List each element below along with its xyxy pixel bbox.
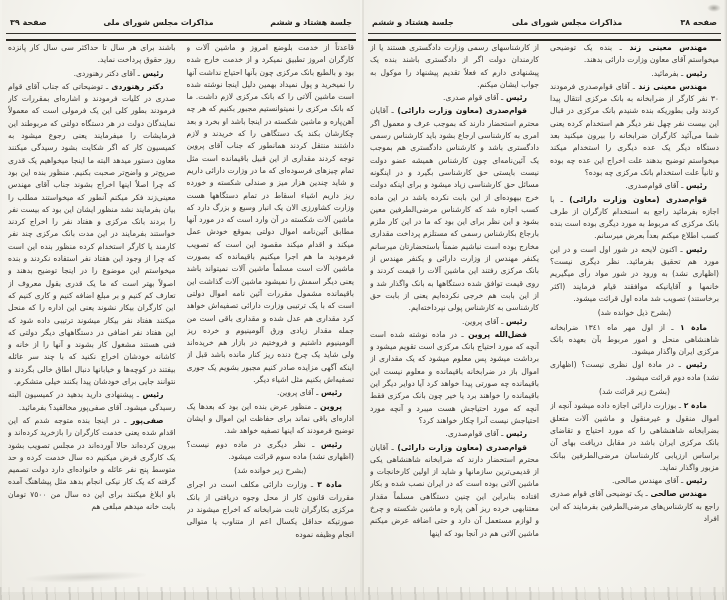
speaker-name: رئیس: [683, 68, 707, 78]
speaker-name: مهندس معینی زند: [621, 43, 707, 52]
continuation-paragraph: باشند برای هر سال تا حداکثر سی سال کار پانزده روز حقوق پرداخت نماید.: [8, 43, 176, 65]
speech-paragraph: فضل‌الله پروین ـ در ماده نوشته شده است آنچه که مورد احتیاج بانک مرکزی است تقویم میشود و برداشت میشود پس معلوم میشود که یک مقداری از اموال باز در ضرابخانه باقیمانده و معلوم نیست این باقیمانده چه صورتی پیدا خواهد کرد آیا دوایر دیگر این باقیمانده را خواهند برد یا خیر چون بانک مرکزی فقط آنچه که مورد احتیاجش هست میبرد و آنچه مورد احتیاجش نیست آنرا چکار خواهند کرد؟: [370, 329, 539, 425]
speech-paragraph: مهندس صالحی ـ یک توضیحی آقای قوام صدری راجع به کارشناس‌های مرضی‌الطرفین بفرمایند که این افراد: [550, 489, 719, 523]
page-gutter: [362, 0, 364, 600]
speaker-name: مادة ٢: [680, 401, 707, 411]
speech-paragraph: رئیس ـ آقای پروین.: [276, 388, 342, 398]
speaker-name: رئیس: [503, 429, 527, 439]
speaker-name: قوام‌صدری (معاون وزارت دارائی): [393, 106, 527, 116]
speaker-name: صفی‌پور: [126, 415, 164, 425]
speech-paragraph: رئیس ـ نظر دیگری در ماده دوم نیست؟ (اظهاری نشد) ماده سوم قرائت میشود.: [186, 439, 354, 461]
page-39: [2, 0, 360, 592]
speech-paragraph: رئیس ـ آقای قوام صدری.: [443, 93, 527, 103]
speaker-name: رئیس: [503, 93, 527, 103]
speaker-name: رئیس: [139, 68, 164, 78]
speech-paragraph: مهندس معینی زند ـ بنده یک توضیحی میخواستم آقای معاون وزارت دارائی بدهند.: [550, 43, 719, 65]
header-rule: [368, 33, 721, 41]
speech-paragraph: رئیس ـ آقای دکتر رهنوردی.: [73, 68, 164, 78]
page-header: [372, 18, 717, 27]
page-title: مذاکرات مجلس شورای ملی: [103, 18, 214, 27]
text-column-right: [550, 42, 719, 588]
speech-paragraph: رئیس ـ بفرمائید.: [651, 68, 707, 78]
page-title: مذاکرات مجلس شورای ملی: [511, 18, 623, 27]
text-columns: [370, 42, 719, 582]
speaker-name: فضل‌الله پروین: [463, 329, 527, 339]
speech-paragraph: پروین ـ منظور عرض بنده این بود که بعدها یک اداره‌ای باقی نماند برای حفاظت این اموال و ایشان توضیح فرمودند که اینها تصفیه خواهد شد.: [186, 401, 354, 436]
text-columns: [8, 42, 354, 582]
speaker-name: رئیس: [314, 439, 342, 449]
speech-paragraph: قوام‌صدری (معاون وزارت دارائی) ـ آقایان محترم استحضار دارند که بموجب عرف و معمول اگر امری به کارشناسی ارجاع بشود باید کارشناس رسمی دادگستری باشد و کارشناس دادگستری هم بموجب یک آئین‌نامه‌ای چون کارشناس همیشه عضو دولت نیست بایستی حق کارشناسی بگیرد و در اینگونه مسائل حق کارشناسی زیاد میشود و برای اینکه دولت خرج بیهوده‌ای از این بابت نکرده باشد در این ماده کسب اجازه شد که کارشناس مرضی‌الطرفین معین بشود و این نظر برای این بود که ما در این کار ملزم بارجاع بکارشناس رسمی که مستلزم پرداخت مقداری مخارج بوده است نباشیم ضمناً باستحضارتان میرسانم یکنفر مهندس از وزارت دارائی و یکنفر مهندس از بانک مرکزی رفتند این ماشین آلات را قیمت کردند و روی قیمت توافق شده دستگاهها به بانک واگذار شد و از این بابت هم خرجی نکرده‌ایم یعنی از بابت حق کارشناسی به کارشناس پولی نپرداخته‌ایم.: [370, 106, 539, 313]
speaker-name: رئیس: [682, 244, 708, 254]
speech-paragraph: رئیس ـ پیشنهادی دارید بدهید در کمیسیون البته رسیدگی میشود. آقای صفی‌پور مخالفید؟ بفرمائید.: [8, 390, 176, 412]
speaker-name: رئیس: [683, 476, 707, 486]
speech-paragraph: مادة ١ ـ از اول مهر ماه ١٣٤١ ضرابخانه شاهنشاهی منحل و امور مربوط بآن بعهده بانک مرکزی ایران واگذار میشود.: [550, 322, 719, 357]
session-label: جلسة هشتاد و ششم: [372, 18, 454, 27]
speaker-name: رئیس: [138, 390, 164, 400]
speech-paragraph: مادة ٣ ـ وزارت دارائی مکلف است در اجرای مقررات قانون کار از محل وجوه دریافتی از بانک مرکزی بکارگران ثابت ضرابخانه که اخراج میشوند در صورتیکه حداقل یکسال اعم از متناوب یا متوالی انجام وظیفه نموده: [186, 480, 354, 539]
speech-paragraph: مهندس معینی زند ـ آقای قوام‌صدری فرمودند ٣٠ نفر کارگر از ضرابخانه به بانک مرکزی انتقال پیدا کردند ولی بطوریکه بنده شنیدم بانک مرکزی در قبال این بیست نفر چهل نفر دیگر هم استخدام کرده یعنی شما می‌آئید کارگران ضرابخانه را بیرون میکنید بعد دستگاه دیگر یک عده دیگری را استخدام میکند میخواستم توضیح بدهند علت اخراج این عده چه بوده و ثانیاً علت استخدام بانک مرکزی چه بوده؟: [550, 81, 719, 177]
speaker-name: رئیس: [680, 360, 707, 370]
stage-direction: (بشرح زیر قرائت شد): [599, 387, 670, 397]
speaker-name: رئیس: [683, 181, 707, 191]
speech-paragraph: رئیس ـ اکنون لایحه در شور اول است و در این مورد هم تحقیق بفرمائید. نظر دیگری نیست؟ (اظهاری نشد) به ورود در شور مواد رأی میگیریم خانمها و آقایانیکه موافقند قیام فرمایند (اکثر برخاستند) تصویب شد ماده اول قرائت میشود.: [550, 244, 719, 303]
speaker-name: مادة ١: [673, 322, 707, 332]
stage-direction: (بشرح زیر خوانده شد): [234, 466, 307, 476]
text-column-left: [370, 42, 539, 588]
page-header: [10, 18, 352, 27]
speech-paragraph: رئیس ـ آقای پروین.: [461, 316, 527, 326]
speaker-name: دکتر رهنوردی: [108, 81, 164, 91]
speech-paragraph: قوام‌صدری (معاون وزارت دارائی) ـ با اجازه بفرمائید راجع به استخدام کارگران از طرف بانک مرکزی که مربوط به مورد دیگری بوده است بنده کسب اطلاع میکنم بعداً بعرض میرسانم.: [550, 194, 719, 241]
scan-noise: [707, 4, 721, 12]
speech-paragraph: مادة ٢ ـ بوزارت دارائی اجازه داده میشود آنچه از اموال منقول و غیرمنقول و ماشین آلات متعلق بضرابخانه شاهنشاهی را که مورد احتیاج و تقاضای بانک مرکزی ایران باشد در مقابل دریافت بهای آن براساس ارزیابی کارشناسان مرضی‌الطرفین ببانک مزبور واگذار نماید.: [550, 401, 719, 472]
speech-paragraph: رئیس ـ در مادة اول نظری نیست؟ (اظهاری نشد) ماده دوم قرائت میشود.: [550, 360, 719, 382]
speaker-name: قوام‌صدری (معاون وزارت دارائی): [393, 442, 527, 452]
speech-paragraph: دکتر رهنوردی ـ توضیحاتی که جناب آقای قوام صدری در کلیات فرمودند و اشاره‌ای بمقررات کار فرمودند بطور کلی این یک فرمولی است که معمولاً نمایندگان دولت در هر دستگاه دولتی که مربوطند این فرمایشات را میفرمایند یعنی رجوع میشود به کمیسیون کار که اگر شکایت بشود رسیدگی میکنند معاون دستور میدهد البته ما اینجا میخواهیم یک قدری صریح‌تر و واضح‌تر صحبت بکنیم. منظور بنده این بود که چرا اصلاً اینها اخراج بشوند جناب آقای مهندس معینی‌زند فکر میکنم آنطور که میخواستند مطلب را بیان بفرمایند نشد منظور ایشان این بود که بیست نفر را بردند بانک مرکزی و هفتاد نفر را اخراج کردند خواستند بفرمایند در این مدت بانک مرکزی چند نفر کارمند یا کارگر استخدام کرده منظور بنده این است که چرا از وجود این هفتاد نفر استفاده نکردند و بنده میخواستم این موضوع را در اینجا توضیح بدهند و اصولاً بهتر است که ما یک قدری بقول معروف از تعارف کم کنیم و بر مبلغ اضافه کنیم و کاری کنیم که این کارگران بیکار نشوند یعنی این اداره را که منحل میکنند هفتاد نفر بیکار میشوند ترتیبی داده شود که این هفتاد نفر اضافی در دستگاههای دیگر دولتی که فنی هستند مشغول کار بشوند و آنها را از خانه و کاشانه خودشان اخراج نکنید که با چند سر عائله بیفتند در کوچه‌ها و خیابانها دنبال اطاق خالی بگردند و نتوانند جایی برای خودشان پیدا بکنند خیلی متشکرم.: [8, 81, 176, 387]
header-rule: [6, 33, 356, 41]
speech-paragraph: رئیس ـ آقای مهندس صالحی.: [611, 476, 707, 486]
speaker-name: رئیس: [318, 388, 342, 398]
scan-noise: [0, 587, 727, 600]
page-38: [364, 0, 725, 592]
text-column-left: [8, 42, 176, 588]
speaker-name: مادة ٣: [313, 480, 343, 490]
speaker-name: پروین: [316, 401, 343, 411]
speaker-name: رئیس: [503, 316, 527, 326]
session-label: جلسة هشتاد و ششم: [270, 18, 352, 27]
speaker-name: مهندس معینی زند: [635, 81, 708, 91]
page-number: صفحه ٣٨: [680, 18, 717, 27]
text-column-right: [187, 42, 355, 588]
page-number: صفحة ٣٩: [10, 18, 47, 27]
speech-paragraph: رئیس ـ آقای قوام‌صدری.: [445, 429, 527, 439]
speech-paragraph: قوام‌صدری (معاون وزارت دارائی) ـ آقایان محترم استحضار دارند که ضرابخانه شاهنشاهی یکی از قدیمی‌ترین سازمانها و شاید از اولین کارخانجات و ماشین آلاتی بوده است که در ایران نصب شده و بکار افتاده بنابراین این چنین دستگاهی مسلماً مقدار معتنابهی خرده ریز آهن پاره و ماشین شکسته و چرخ و لوازم مستعمل آن دارد و حتی اضافه عرض میکنم ماشین آلاتی هم در آنجا بود که اینها: [370, 442, 539, 538]
speaker-name: مهندس صالحی: [647, 489, 707, 499]
speech-paragraph: صفی‌پور ـ در اینجا بنده متوجه شدم که این اقدام شده یعنی خدمت کارگران را بازخرید کرده‌اند و بیرون کرده‌اند حالا آورده‌اند در مجلس تصویب بشود یک کارگری فرض میکنیم ده سال خدمت کرده و حد متوسط پنج نفر عائله و خانواده‌ای دارد دولت تصمیم گرفته که یک کار نیکی انجام بدهد مثل پیشاهنگ آمده باو ابلاغ میکنند برای این ده سال من ٧٥٠٠ تومان بابت خانه میدهم مبلغی هم: [8, 415, 176, 511]
speech-paragraph: رئیس ـ آقای قوام‌صدری.: [625, 181, 707, 191]
stage-direction: (بشرح ذیل خوانده شد): [597, 308, 672, 318]
continuation-paragraph: قاعدتاً از خدمت بلوضع امروز و ماشین آلات و کارگران امروز تطبیق نمیکرد و از خدمت خارج شده بود و بالطبع بانک مرکزی چون بآنها احتیاج نداشت آنها را نمیخرید و پول نمیداد بهمین دلیل اینجا نوشته شده است ماشین آلاتی را که بانک مرکزی لازم داشت. ما که بانک مرکزی را نمیتوانستیم مجبور بکنیم که هر چه آهن‌پاره و ماشین شکسته در اینجا باشد او بخرد و بعد چکارشان بکند یک دستگاهی را که خریدند و لازم داشتند منتقل کردند همانطور که جناب آقای پروین توجه کردند مقداری از این قبیل باقیمانده است مثل تمام چیزهای فرسوده‌ای که ما در وزارت دارائی داریم و شاید چندین هزار میز و صندلی شکسته و خورده ریز داریم اشیاء اسقاط در تمام دستگاهها هست وزارت کشاورزی الان یک انبار وسیع و بزرگ دارد که ماشین آلات شکسته در آن وارد است که در مورد آنها مطابق آئین‌نامه اموال دولتی بموقع خودش عمل میکند و اقدام میکند مقصود این است که تصویب فرمودید ما هم اجرا میکنیم باقیمانده که بصورت ماشین آلات است مسلماً ماشین آلات نمیتواند باشد یعنی دیگر اسمش را نمیشود ماشین آلات گذاشت این باقیمانده مشمول مقررات آئین نامه اموال دولتی است که با یک ترتیبی وزارت دارائی تصفیه‌اش خواهد کرد مقداری هم عدل شده و مقداری باقی است من جمله مقدار زیادی ورق آلومینیوم و خرده ریز آلومینیوم داشتیم و فروختیم در بازار هم خریده‌اند ولی شاید یک چرخ دنده ریز کنار مانده باشد قبل از اینکه آگهی مزایده صادر کنیم مجبور بشویم یک جوری تصفیه‌اش بکنیم مثل اشیاء دیگر.: [186, 43, 354, 385]
speaker-name: قوام‌صدری (معاون وزارت دارائی): [562, 194, 707, 204]
continuation-paragraph: از کارشناسهای رسمی وزارت دادگستری هستند یا از کارمندان دولت اگر از دادگستری باشند بنده یک پیشنهادی دارم که فعلاً تقدیم پیشنهاد را موکول به جواب ایشان میکنم.: [370, 43, 539, 89]
